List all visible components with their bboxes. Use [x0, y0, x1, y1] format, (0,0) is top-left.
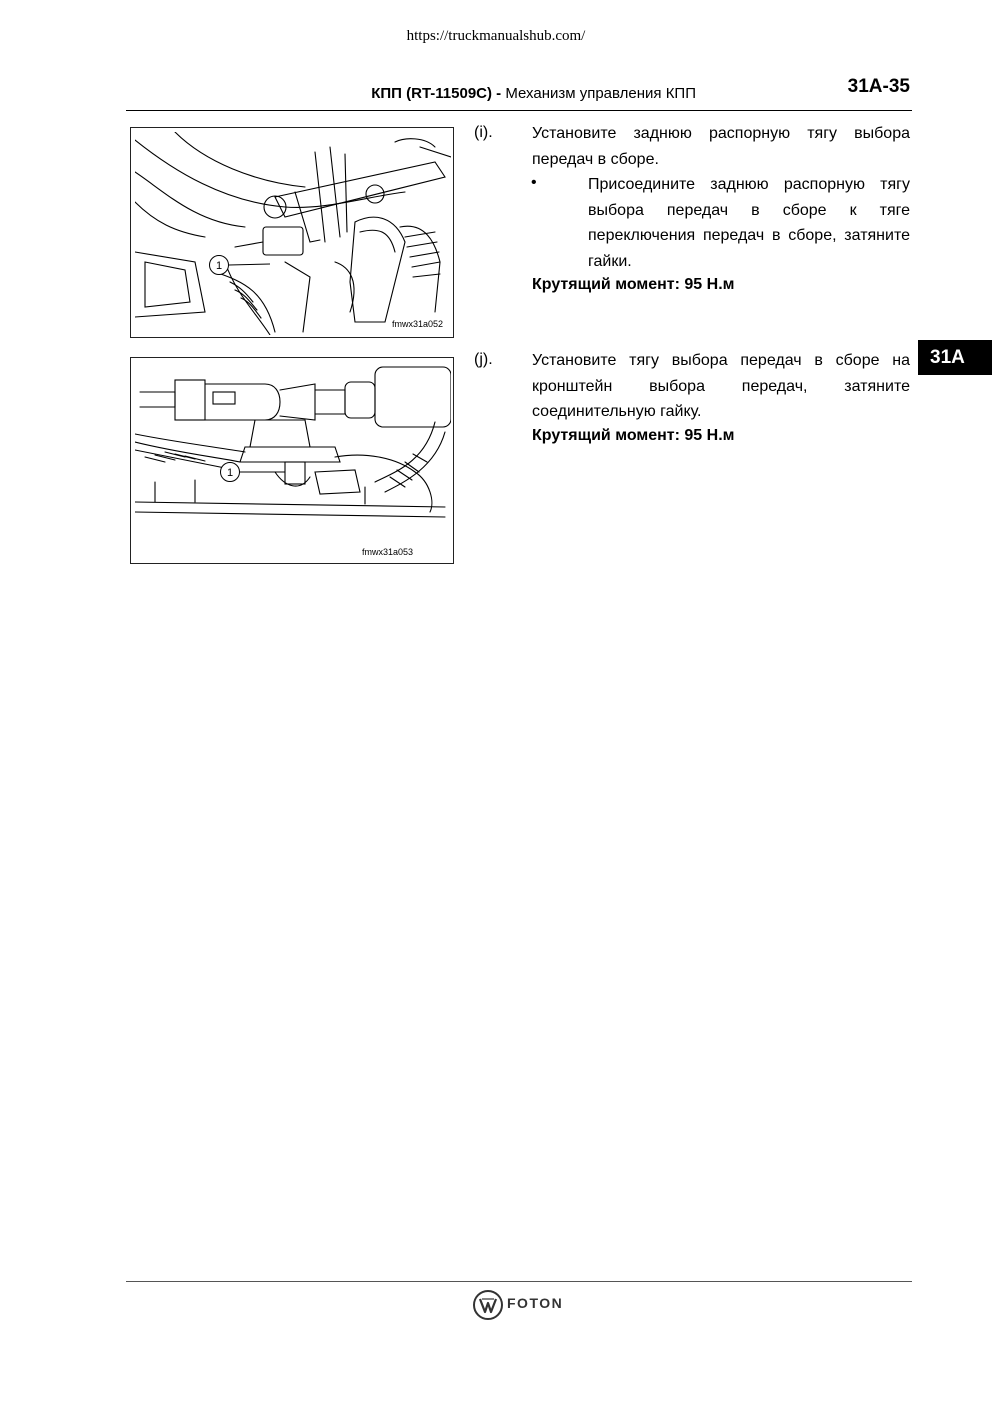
header-title-section: Механизм управления КПП	[501, 85, 696, 102]
figure-code: fmwx31a052	[391, 319, 443, 329]
foton-logo-text: FOTON	[507, 1295, 564, 1311]
header-divider	[126, 110, 912, 111]
callout-1-leader	[135, 362, 451, 561]
section-tab: 31A	[918, 340, 992, 375]
foton-logo-icon	[472, 1289, 504, 1321]
step-j-text: Установите тягу выбора передач в сборе на кронштейн выбора передач, затяните соединительную гайку.	[532, 352, 910, 420]
figure-code: fmwx31a053	[361, 547, 413, 557]
page-header-title	[126, 85, 696, 102]
footer-divider	[126, 1281, 912, 1282]
page-number: 31A-35	[847, 76, 910, 97]
step-i-text: Установите заднюю распорную тягу выбора передач в сборе.	[532, 125, 910, 168]
header-title-model: КПП (RT-11509C) -	[371, 85, 502, 102]
callout-1-leader	[135, 132, 451, 335]
step-i-torque: Крутящий момент: 95 Н.м	[532, 276, 735, 293]
bullet: •	[531, 174, 537, 191]
step-i-bullet-text: Присоедините заднюю распорную тягу выбора передач в сборе к тяге переключения передач в сборе, затяните гайки.	[588, 176, 910, 270]
figure-shift-selector-rod	[130, 357, 454, 564]
figure-rear-shift-rod	[130, 127, 454, 338]
step-marker-i: (i).	[474, 124, 493, 141]
step-marker-j: (j).	[474, 351, 493, 368]
source-url[interactable]: https://truckmanualshub.com/	[406, 28, 586, 44]
callout-1: 1	[209, 255, 229, 275]
callout-1: 1	[220, 462, 240, 482]
step-j-torque: Крутящий момент: 95 Н.м	[532, 427, 735, 444]
foton-logo	[472, 1289, 582, 1321]
